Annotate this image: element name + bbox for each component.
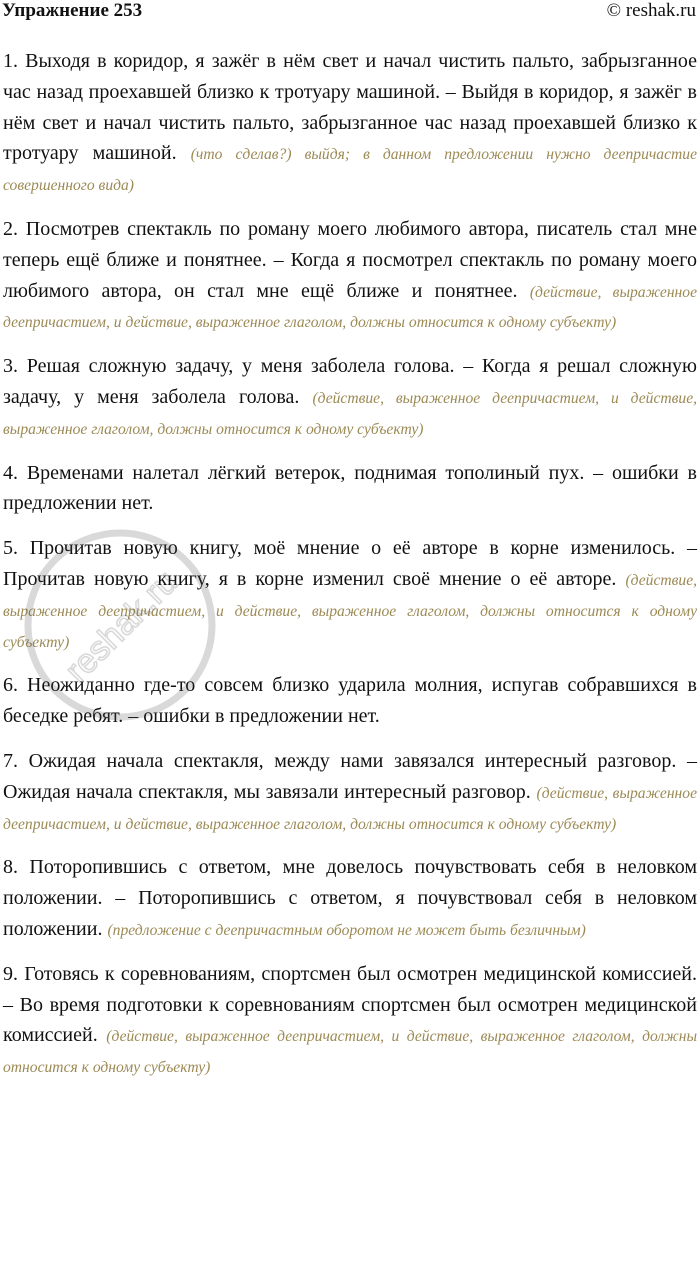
explanation-note: (действие, выраженное деепричастием, и действие, выраженное глаголом, должны относится к одному субъекту) <box>3 389 698 438</box>
sentence-text: 6. Неожиданно где-то совсем близко ударила молния, испугав собравшихся в беседке ребят. – ошибки в предложении нет. <box>3 674 697 728</box>
exercise-item-2 <box>3 214 697 337</box>
sentence-text: 9. Готовясь к соревнованиям, спортсмен был осмотрен медицинской комиссией. – Во время подготовки к соревнованиям спортсмен был осмотрен медицинской комиссией. <box>3 962 697 1047</box>
explanation-note: (предложение с деепричастным оборотом не может быть безличным) <box>107 921 586 939</box>
explanation-note: (действие, выраженное деепричастием, и действие, выраженное глаголом, должны относится к одному субъекту) <box>3 283 698 332</box>
exercise-content <box>3 46 697 1096</box>
sentence-text: 7. Ожидая начала спектакля, между нами завязался интересный разговор. – Ожидая начала спектакля, мы завязали интересный разговор. <box>3 749 697 803</box>
exercise-item-1 <box>3 46 697 200</box>
page-header <box>0 0 700 26</box>
sentence-text: 5. Прочитав новую книгу, моё мнение о её авторе в корне изменилось. – Прочитав новую книгу, я в корне изменил своё мнение о её авторе. <box>3 537 697 590</box>
sentence-text: 2. Посмотрев спектакль по роману моего любимого автора, писатель стал мне теперь ещё ближе и понятнее. – Когда я посмотрел спектакль по роману моего любимого автора, он стал мне ещё ближе и понятнее. <box>3 217 697 302</box>
watermark-text: reshak.ru <box>57 562 185 690</box>
sentence-text: 1. Выходя в коридор, я зажёг в нём свет и начал чистить пальто, забрызганное час назад проехавшей близко к тротуару машиной. – Выйдя в коридор, я зажёг в нём свет и начал чистить пальто, забрызганное час назад проехавшей близко к тротуару машиной. <box>3 50 697 165</box>
explanation-note: (действие, выраженное деепричастием, и действие, выраженное глаголом, должны относится к одному субъекту) <box>3 571 698 651</box>
exercise-item-9 <box>3 959 697 1082</box>
explanation-note: (действие, выраженное деепричастием, и действие, выраженное глаголом, должны относится к одному субъекту) <box>3 784 698 833</box>
exercise-item-8 <box>3 852 697 944</box>
exercise-item-4 <box>3 458 697 520</box>
sentence-text: 3. Решая сложную задачу, у меня заболела голова. – Когда я решал сложную задачу, у меня заболела голова. <box>3 355 697 408</box>
sentence-text: 8. Поторопившись с ответом, мне довелось почувствовать себя в неловком положении. – Поторопившись с ответом, я почувствовал себя в неловком положении. <box>3 856 697 940</box>
exercise-item-7 <box>3 746 697 838</box>
exercise-item-3 <box>3 351 697 443</box>
site-credit: © reshak.ru <box>606 0 696 21</box>
explanation-note: (что сделав?) выйдя; в данном предложении нужно деепричастие совершенного вида) <box>3 146 698 195</box>
explanation-note: (действие, выраженное деепричастием, и действие, выраженное глаголом, должны относится к одному субъекту) <box>3 1028 698 1077</box>
sentence-text: 4. Временами налетал лёгкий ветерок, поднимая тополиный пух. – ошибки в предложении нет. <box>3 461 697 515</box>
exercise-item-5 <box>3 533 697 656</box>
exercise-item-6 <box>3 670 697 732</box>
exercise-title: Упражнение 253 <box>2 0 143 21</box>
